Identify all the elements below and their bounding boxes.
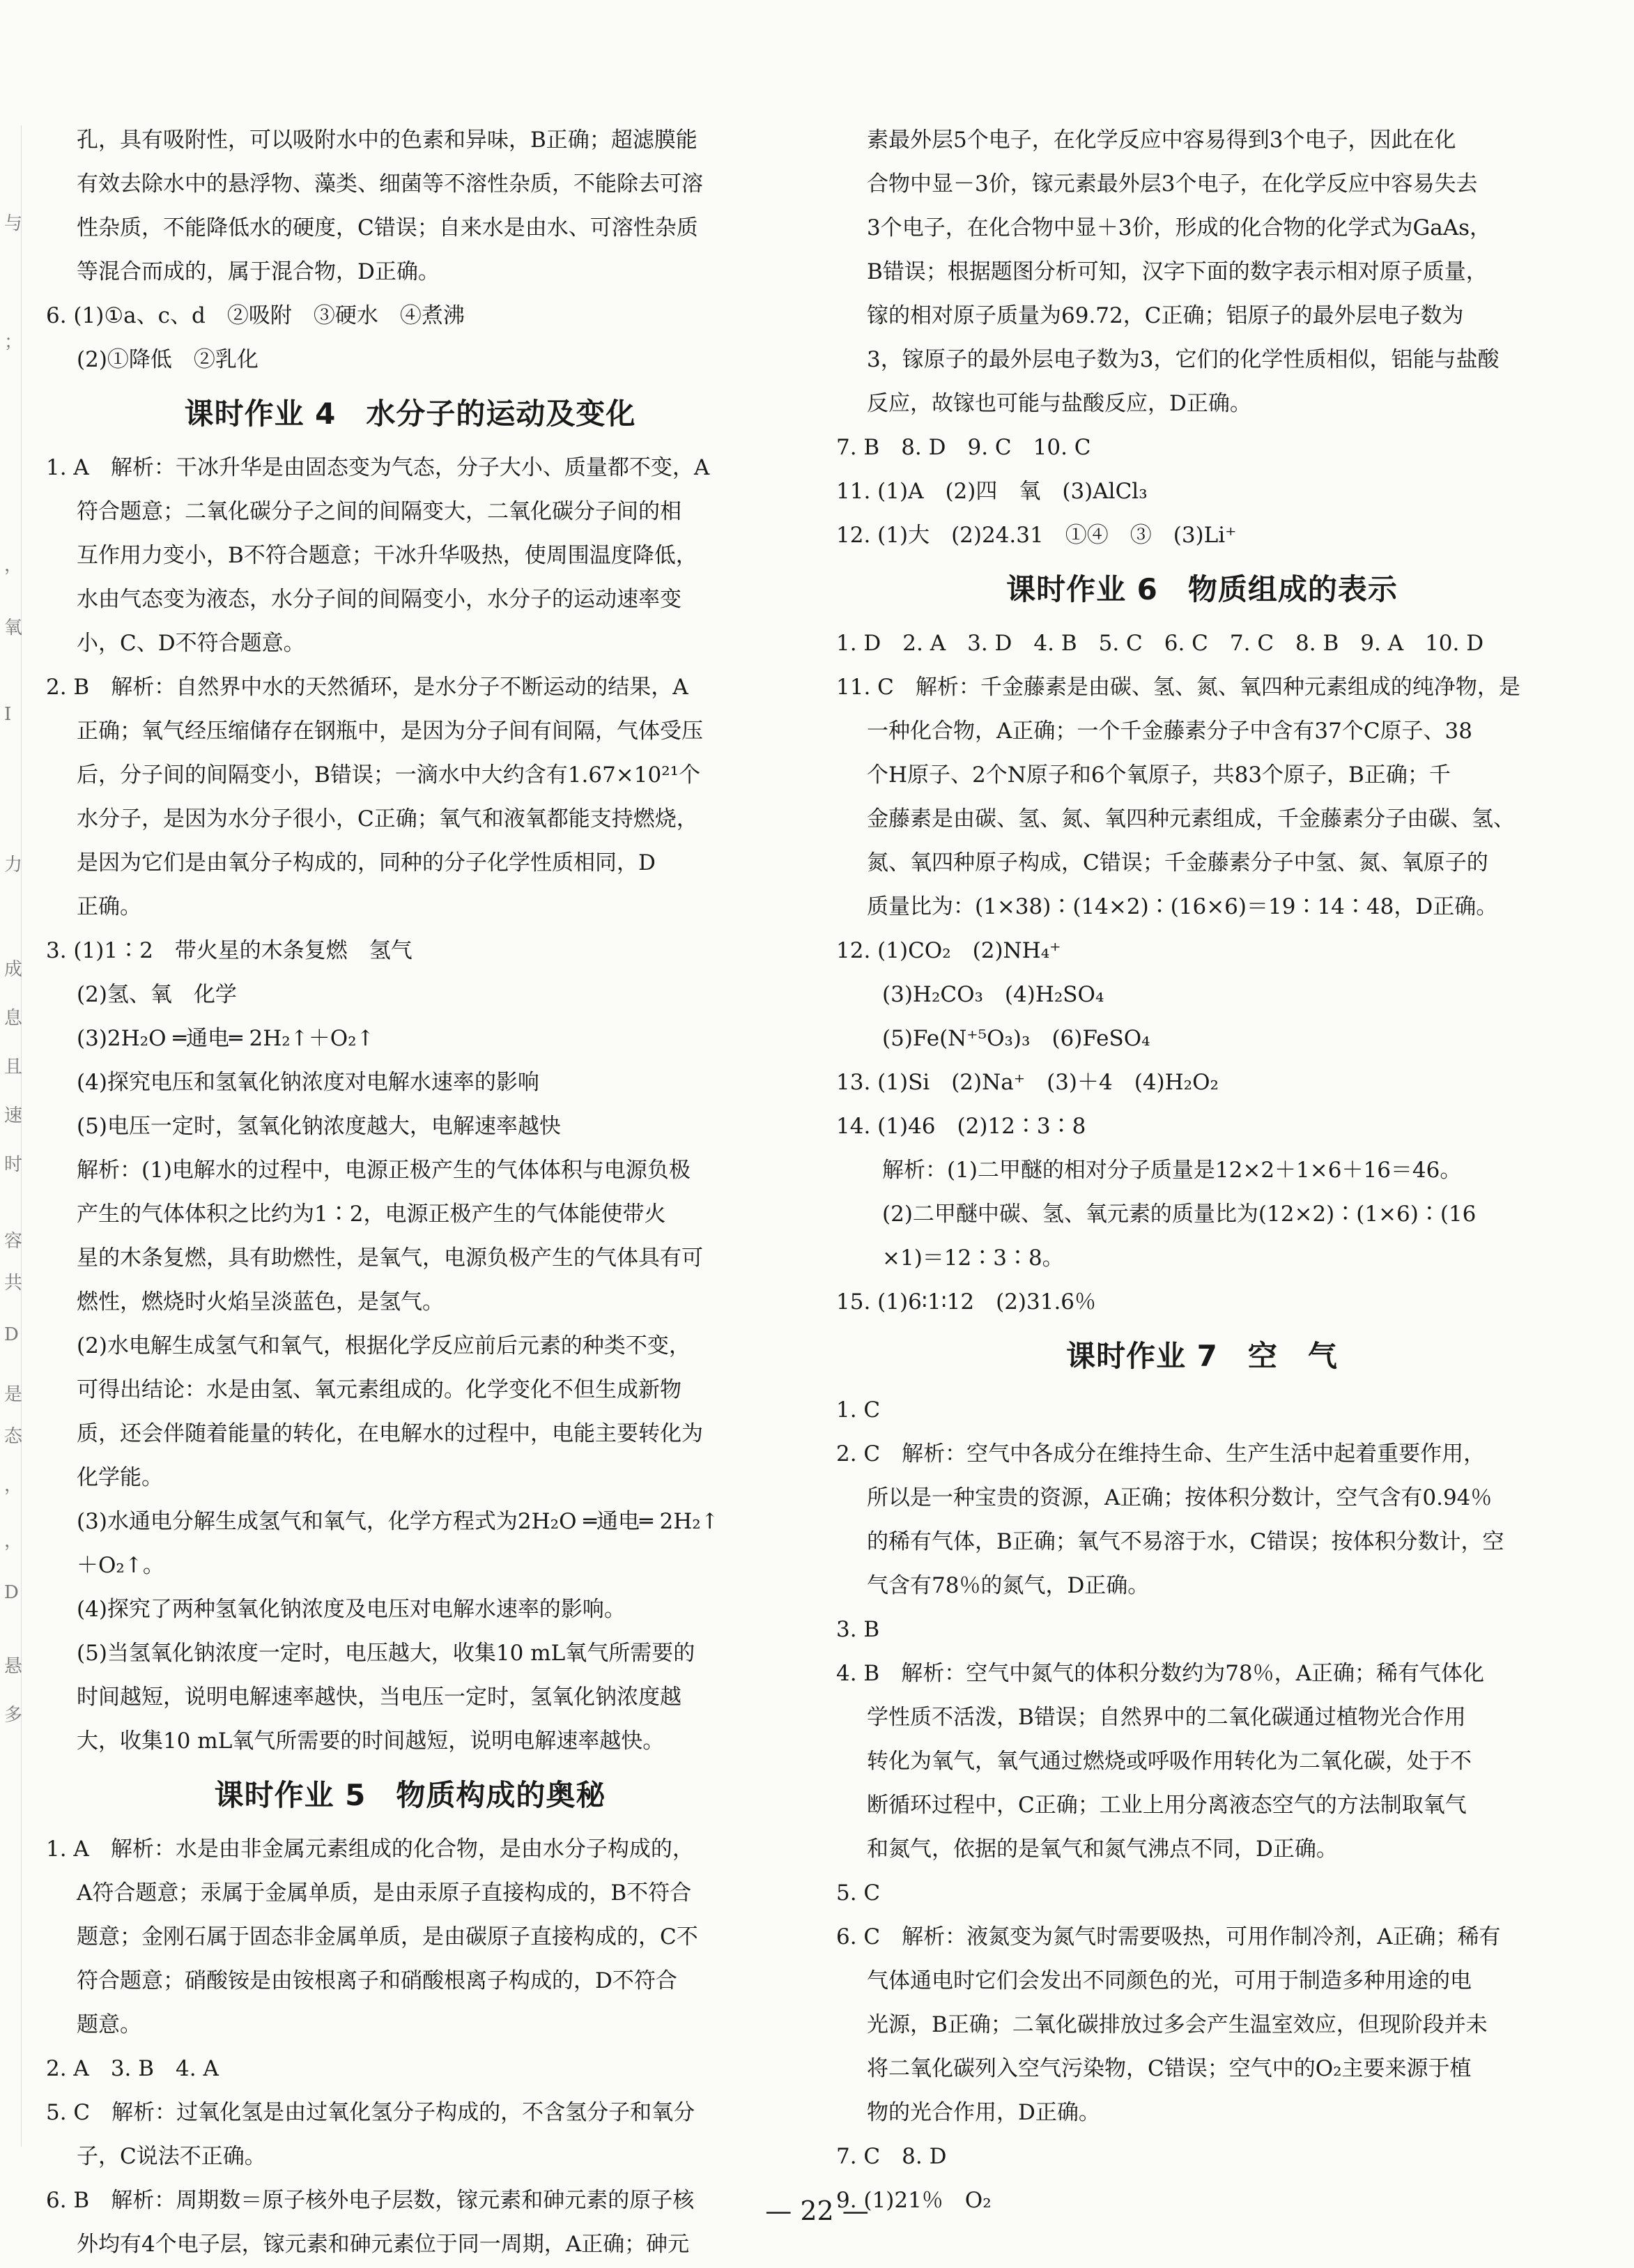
text-line: (5)电压一定时，氢氧化钠浓度越大，电解速率越快	[77, 1114, 561, 1139]
text-line: 和氮气，依据的是氧气和氮气沸点不同，D正确。	[867, 1837, 1338, 1862]
text-line: 互作用力变小，B不符合题意；干冰升华吸热，使周围温度降低，	[77, 543, 697, 568]
text-line: 12. (1)CO₂ (2)NH₄⁺	[836, 938, 1061, 963]
text-line: 11. (1)A (2)四 氧 (3)AlCl₃	[836, 479, 1148, 504]
text-line: 题意；金刚石属于固态非金属单质，是由碳原子直接构成的，C不	[77, 1924, 698, 1949]
text-line: 质量比为：(1×38)∶(14×2)∶(16×6)＝19∶14∶48，D正确。	[867, 894, 1498, 919]
text-line: 转化为氧气，氧气通过燃烧或呼吸作用转化为二氧化碳，处于不	[867, 1749, 1472, 1774]
text-line: (5)当氢氧化钠浓度一定时，电压越大，收集10 mL氧气所需要的	[77, 1641, 695, 1666]
text-line: 水由气态变为液态，水分子间的间隔变小，水分子的运动速率变	[77, 587, 681, 612]
text-line: 解析：(1)电解水的过程中，电源正极产生的气体体积与电源负极	[77, 1158, 691, 1183]
text-line: 正确；氧气经压缩储存在钢瓶中，是因为分子间有间隔，气体受压	[77, 719, 703, 744]
text-line: 4. B 解析：空气中氮气的体积分数约为78％，A正确；稀有气体化	[836, 1661, 1485, 1686]
margin-char: 是	[4, 1384, 23, 1405]
text-line: 光源，B正确；二氧化碳排放过多会产生温室效应，但现阶段并未	[867, 2012, 1488, 2037]
text-line: 大，收集10 mL氧气所需要的时间越短，说明电解速率越快。	[77, 1729, 665, 1754]
binding-margin-line	[21, 125, 22, 2147]
margin-char: 息	[4, 1008, 23, 1029]
margin-char: ；	[4, 332, 23, 353]
text-line: 断循环过程中，C正确；工业上用分离液态空气的方法制取氧气	[867, 1793, 1467, 1818]
text-line: 2. A 3. B 4. A	[46, 2056, 219, 2081]
text-line: 质，还会伴随着能量的转化，在电解水的过程中，电能主要转化为	[77, 1421, 703, 1446]
margin-char: D	[4, 1582, 19, 1603]
margin-char: I	[4, 704, 12, 725]
margin-char: 与	[4, 213, 23, 234]
left-column	[46, 118, 774, 2267]
text-line: 孔，具有吸附性，可以吸附水中的色素和异味，B正确；超滤膜能	[77, 128, 697, 153]
text-line: 水分子，是因为水分子很小，C正确；氧气和液氧都能支持燃烧，	[77, 806, 698, 832]
text-line: 1. A 解析：水是由非金属元素组成的化合物，是由水分子构成的，	[46, 1837, 694, 1862]
text-line: 正确。	[77, 894, 141, 919]
text-line: 14. (1)46 (2)12∶3∶8	[836, 1114, 1086, 1139]
text-line: 一种化合物，A正确；一个千金藤素分子中含有37个C原子、38	[867, 719, 1472, 744]
text-line: 3. (1)1∶2 带火星的木条复燃 氢气	[46, 938, 413, 963]
text-line: (2)氢、氧 化学	[77, 982, 237, 1007]
text-line: ＋O₂↑。	[77, 1553, 164, 1578]
text-line: 3. B	[836, 1617, 880, 1642]
section-heading: 课时作业 7 空 气	[1066, 1339, 1338, 1373]
margin-char: 共	[4, 1273, 23, 1294]
margin-char: 成	[4, 959, 23, 980]
text-line: 化学能。	[77, 1465, 163, 1490]
margin-char: ，	[4, 1475, 23, 1496]
text-line: (2)水电解生成氢气和氧气，根据化学反应前后元素的种类不变，	[77, 1333, 691, 1358]
text-line: 符合题意；二氧化碳分子之间的间隔变大，二氧化碳分子间的相	[77, 499, 681, 524]
text-line: 素最外层5个电子，在化学反应中容易得到3个电子，因此在化	[867, 128, 1456, 153]
section-heading: 课时作业 4 水分子的运动及变化	[184, 397, 636, 431]
text-line: 5. C 解析：过氧化氢是由过氧化氢分子构成的，不含氢分子和氧分	[46, 2100, 695, 2125]
text-line: 3，镓原子的最外层电子数为3，它们的化学性质相似，铝能与盐酸	[867, 347, 1500, 372]
text-line: 有效去除水中的悬浮物、藻类、细菌等不溶性杂质，不能除去可溶	[77, 171, 703, 197]
margin-char: ，	[4, 555, 23, 576]
text-line: 星的木条复燃，具有助燃性，是氧气，电源负极产生的气体具有可	[77, 1246, 703, 1271]
text-line: (4)探究了两种氢氧化钠浓度及电压对电解水速率的影响。	[77, 1597, 626, 1622]
margin-char: 态	[4, 1426, 23, 1447]
text-line: 3个电子，在化合物中显＋3价，形成的化合物的化学式为GaAs，	[867, 215, 1491, 240]
text-line: (3)2H₂O ═通电═ 2H₂↑＋O₂↑	[77, 1026, 375, 1051]
text-line: 6. C 解析：液氮变为氮气时需要吸热，可用作制冷剂，A正确；稀有	[836, 1924, 1501, 1949]
section-heading: 课时作业 6 物质组成的表示	[1006, 572, 1398, 606]
text-line: (2)①降低 ②乳化	[77, 347, 259, 372]
text-line: (5)Fe(N⁺⁵O₃)₃ (6)FeSO₄	[882, 1026, 1150, 1051]
text-line: 的稀有气体，B正确；氧气不易溶于水，C错误；按体积分数计，空	[867, 1529, 1504, 1554]
page-number: — 22 —	[765, 2196, 869, 2226]
margin-char: 时	[4, 1154, 23, 1175]
text-line: 产生的气体体积之比约为1∶2，电源正极产生的气体能使带火	[77, 1202, 666, 1227]
text-line: 氮、氧四种原子构成，C错误；千金藤素分子中氢、氮、氧原子的	[867, 850, 1488, 875]
text-line: 所以是一种宝贵的资源，A正确；按体积分数计，空气含有0.94％	[867, 1485, 1493, 1510]
margin-char: 氧	[4, 618, 23, 638]
text-line: 1. A 解析：干冰升华是由固态变为气态，分子大小、质量都不变，A	[46, 455, 710, 480]
text-line: 反应，故镓也可能与盐酸反应，D正确。	[867, 391, 1251, 416]
text-line: (2)二甲醚中碳、氢、氧元素的质量比为(12×2)∶(1×6)∶(16	[882, 1202, 1477, 1227]
text-line: 是因为它们是由氧分子构成的，同种的分子化学性质相同，D	[77, 850, 656, 875]
text-line: 2. C 解析：空气中各成分在维持生命、生产生活中起着重要作用，	[836, 1441, 1486, 1466]
text-line: 11. C 解析：千金藤素是由碳、氢、氮、氧四种元素组成的纯净物，是	[836, 675, 1520, 700]
margin-char: D	[4, 1324, 19, 1345]
text-line: 13. (1)Si (2)Na⁺ (3)＋4 (4)H₂O₂	[836, 1070, 1219, 1095]
text-line: 物的光合作用，D正确。	[867, 2100, 1100, 2125]
text-line: 合物中显－3价，镓元素最外层3个电子，在化学反应中容易失去	[867, 171, 1478, 197]
text-line: 题意。	[77, 2012, 141, 2037]
text-line: ×1)＝12∶3∶8。	[882, 1246, 1064, 1271]
text-line: 2. B 解析：自然界中水的天然循环，是水分子不断运动的结果，A	[46, 675, 688, 700]
text-line: 将二氧化碳列入空气污染物，C错误；空气中的O₂主要来源于植	[867, 2056, 1472, 2081]
margin-char: 容	[4, 1231, 23, 1252]
text-line: 符合题意；硝酸铵是由铵根离子和硝酸根离子构成的，D不符合	[77, 1968, 677, 1993]
text-line: 学性质不活泼，B错误；自然界中的二氧化碳通过植物光合作用	[867, 1705, 1466, 1730]
text-line: 6. (1)①a、c、d ②吸附 ③硬水 ④煮沸	[46, 303, 465, 328]
text-line: (3)水通电分解生成氢气和氧气，化学方程式为2H₂O ═通电═ 2H₂↑	[77, 1509, 719, 1534]
text-line: 时间越短，说明电解速率越快，当电压一定时，氢氧化钠浓度越	[77, 1685, 681, 1710]
margin-char: 悬	[4, 1656, 23, 1677]
text-line: 5. C	[836, 1880, 881, 1906]
margin-char: 多	[4, 1705, 23, 1726]
text-line: 15. (1)6∶1∶12 (2)31.6％	[836, 1289, 1097, 1315]
text-line: 1. C	[836, 1397, 881, 1423]
text-line: 金藤素是由碳、氢、氮、氧四种元素组成，千金藤素分子由碳、氢、	[867, 806, 1515, 832]
text-line: 个H原子、2个N原子和6个氧原子，共83个原子，B正确；千	[867, 763, 1451, 788]
text-line: 后，分子间的间隔变小，B错误；一滴水中大约含有1.67×10²¹个	[77, 763, 701, 788]
text-line: 镓的相对原子质量为69.72，C正确；铝原子的最外层电子数为	[867, 303, 1464, 328]
text-line: 7. B 8. D 9. C 10. C	[836, 435, 1091, 460]
text-line: 小，C、D不符合题意。	[77, 631, 305, 656]
margin-char: 速	[4, 1105, 23, 1126]
text-line: 可得出结论：水是由氢、氧元素组成的。化学变化不但生成新物	[77, 1377, 681, 1402]
section-heading: 课时作业 5 物质构成的奥秘	[214, 1778, 606, 1812]
text-line: 燃性，燃烧时火焰呈淡蓝色，是氢气。	[77, 1289, 444, 1315]
text-line: B错误；根据题图分析可知，汉字下面的数字表示相对原子质量，	[867, 259, 1488, 284]
text-line: 气含有78％的氮气，D正确。	[867, 1573, 1150, 1598]
text-line: 7. C 8. D	[836, 2144, 947, 2169]
text-line: 1. D 2. A 3. D 4. B 5. C 6. C 7. C 8. B 9. A 10. D	[836, 631, 1484, 656]
margin-char: 且	[4, 1057, 23, 1078]
margin-char: 力	[4, 855, 23, 875]
text-line: (4)探究电压和氢氧化钠浓度对电解水速率的影响	[77, 1070, 539, 1095]
text-line: 12. (1)大 (2)24.31 ①④ ③ (3)Li⁺	[836, 523, 1237, 548]
text-line: A符合题意；汞属于金属单质，是由汞原子直接构成的，B不符合	[77, 1880, 692, 1906]
text-line: 解析：(1)二甲醚的相对分子质量是12×2＋1×6＋16＝46。	[882, 1158, 1462, 1183]
text-line: 子，C说法不正确。	[77, 2144, 266, 2169]
text-line: 9. (1)21％ O₂	[836, 2188, 992, 2213]
text-line: (3)H₂CO₃ (4)H₂SO₄	[882, 982, 1104, 1007]
text-line: 性杂质，不能降低水的硬度，C错误；自来水是由水、可溶性杂质	[77, 215, 698, 240]
text-line: 外均有4个电子层，镓元素和砷元素位于同一周期，A正确；砷元	[77, 2232, 690, 2257]
text-line: 等混合而成的，属于混合物，D正确。	[77, 259, 440, 284]
margin-char: ，	[4, 1531, 23, 1551]
right-column	[836, 118, 1568, 2223]
text-line: 6. B 解析：周期数＝原子核外电子层数，镓元素和砷元素的原子核	[46, 2188, 695, 2213]
text-line: 气体通电时它们会发出不同颜色的光，可用于制造多种用途的电	[867, 1968, 1472, 1993]
